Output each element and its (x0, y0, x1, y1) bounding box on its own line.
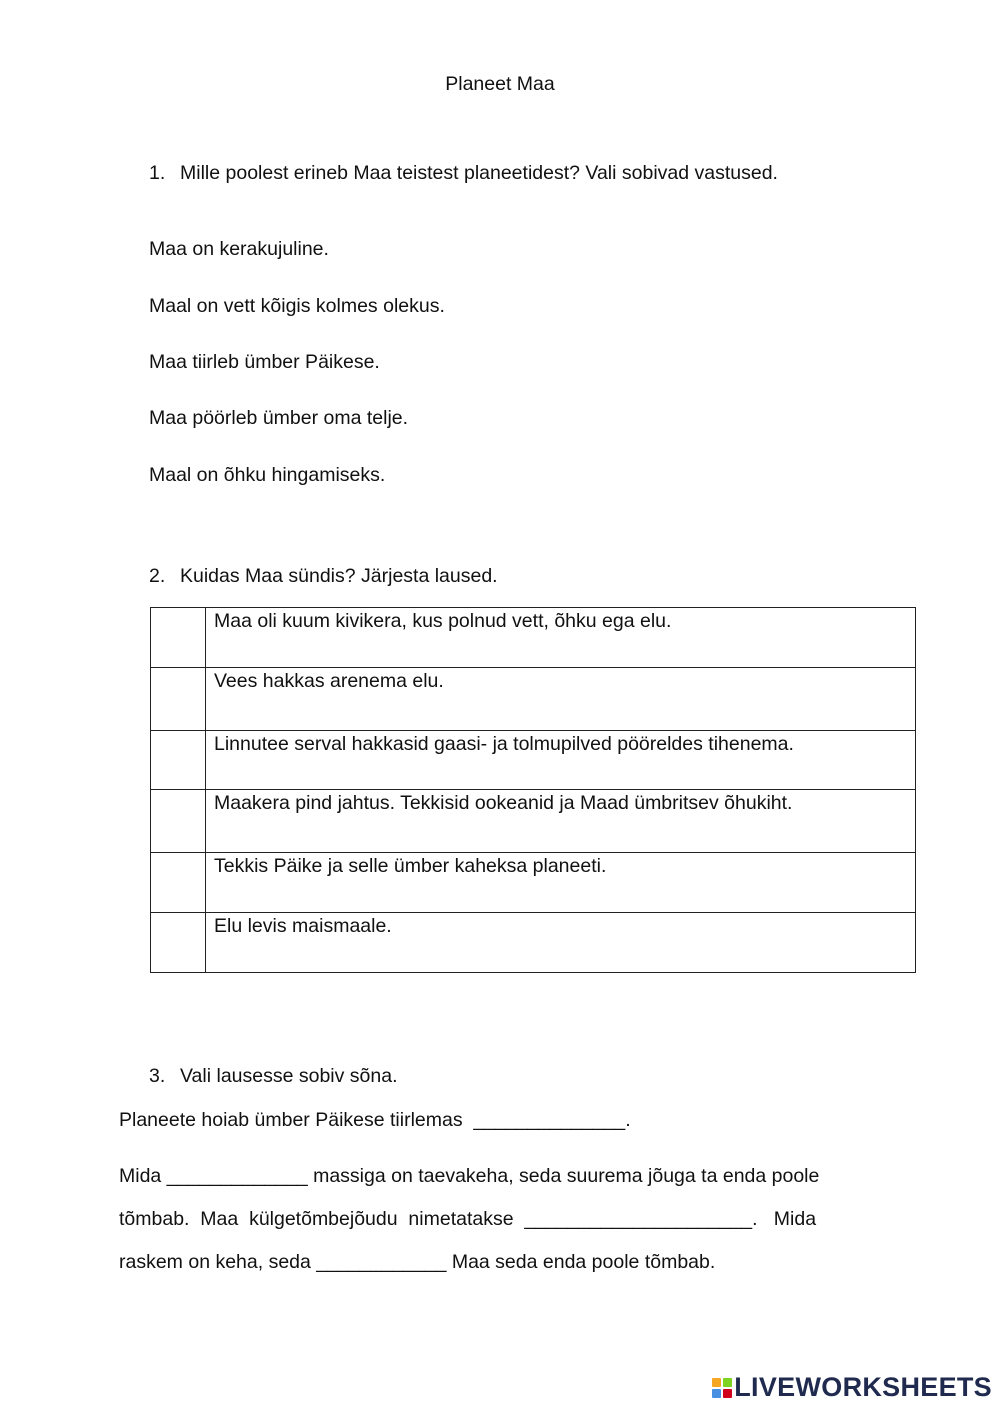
question-1-number: 1. (149, 162, 166, 184)
table-row (151, 913, 916, 973)
ordering-sentence: Elu levis maismaale. (206, 913, 916, 973)
fill-in-sentence[interactable]: Mida _____________ massiga on taevakeha, seda suurema jõuga ta enda poole (119, 1165, 820, 1187)
table-row (151, 853, 916, 913)
q1-option[interactable]: Maal on vett kõigis kolmes olekus. (149, 295, 445, 317)
question-3-text: Vali lausesse sobiv sõna. (180, 1065, 398, 1087)
brand-text: LIVEWORKSHEETS (734, 1372, 992, 1402)
table-row (151, 608, 916, 668)
order-input-box[interactable] (151, 790, 206, 853)
fill-in-sentence[interactable]: raskem on keha, seda ____________ Maa seda enda poole tõmbab. (119, 1251, 716, 1273)
question-3-number: 3. (149, 1065, 166, 1087)
q1-option[interactable]: Maal on õhku hingamiseks. (149, 464, 386, 486)
logo-squares-icon (712, 1378, 732, 1398)
question-1 (149, 162, 778, 185)
ordering-sentence: Tekkis Päike ja selle ümber kaheksa planeeti. (206, 853, 916, 913)
question-2-number: 2. (149, 565, 166, 587)
order-input-box[interactable] (151, 668, 206, 731)
question-2-text: Kuidas Maa sündis? Järjesta laused. (180, 565, 498, 587)
q1-option[interactable]: Maa pöörleb ümber oma telje. (149, 407, 409, 429)
order-input-box[interactable] (151, 731, 206, 790)
ordering-table (150, 607, 916, 973)
fill-in-sentence[interactable]: tõmbab. Maa külgetõmbejõudu nimetatakse _____________________. Mida (119, 1208, 817, 1230)
question-2 (149, 565, 498, 588)
q1-option[interactable]: Maa on kerakujuline. (149, 238, 329, 260)
order-input-box[interactable] (151, 608, 206, 668)
order-input-box[interactable] (151, 913, 206, 973)
fill-in-sentence[interactable]: Planeete hoiab ümber Päikese tiirlemas ______________. (119, 1109, 631, 1131)
ordering-sentence: Maakera pind jahtus. Tekkisid ookeanid ja Maad ümbritsev õhukiht. (206, 790, 916, 853)
table-row (151, 790, 916, 853)
worksheet-title: Planeet Maa (445, 73, 555, 95)
table-row (151, 668, 916, 731)
q1-option[interactable]: Maa tiirleb ümber Päikese. (149, 351, 380, 373)
ordering-sentence: Linnutee serval hakkasid gaasi- ja tolmupilved pööreldes tihenema. (206, 731, 916, 790)
liveworksheets-logo (712, 1372, 992, 1403)
question-1-text: Mille poolest erineb Maa teistest planeetidest? Vali sobivad vastused. (180, 162, 778, 184)
order-input-box[interactable] (151, 853, 206, 913)
ordering-sentence: Maa oli kuum kivikera, kus polnud vett, õhku ega elu. (206, 608, 916, 668)
table-row (151, 731, 916, 790)
question-3 (149, 1065, 398, 1088)
ordering-sentence: Vees hakkas arenema elu. (206, 668, 916, 731)
